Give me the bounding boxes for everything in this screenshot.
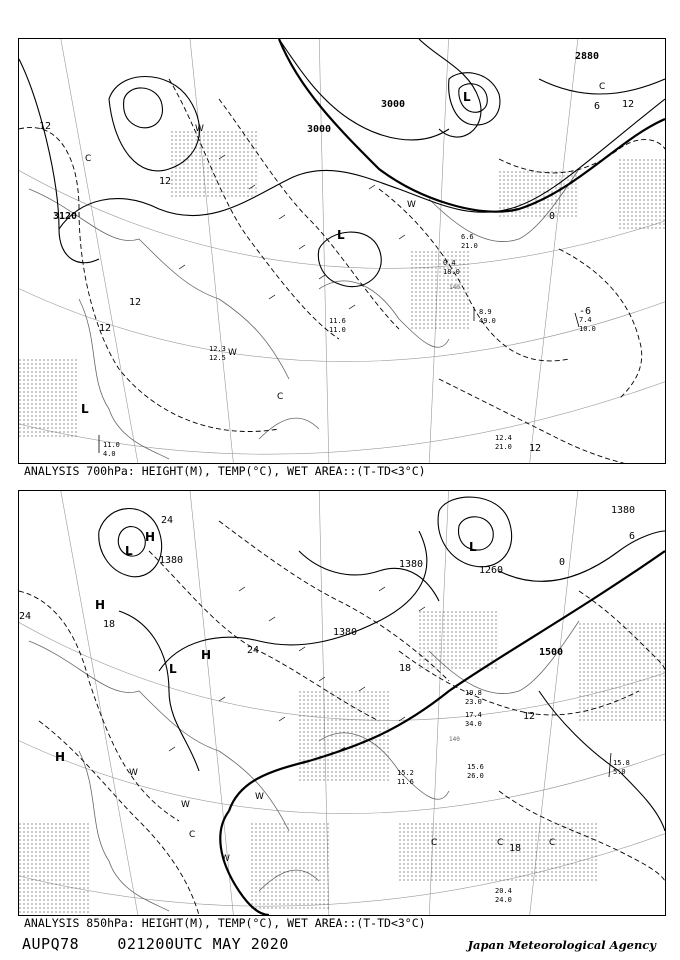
isotherms-700 bbox=[19, 79, 665, 463]
temp-label: 18 bbox=[103, 619, 116, 630]
svg-text:0.4: 0.4 bbox=[443, 259, 456, 267]
station-plot bbox=[329, 317, 346, 334]
high-symbol: H bbox=[95, 598, 106, 612]
temp-label: 0 bbox=[559, 557, 566, 568]
high-symbol: H bbox=[55, 750, 66, 764]
warm-symbol: W bbox=[407, 200, 416, 210]
temp-label: 24 bbox=[19, 611, 32, 622]
svg-text:20.4: 20.4 bbox=[495, 887, 512, 895]
height-labels-850 bbox=[159, 505, 635, 658]
station-plot bbox=[575, 313, 596, 333]
map-850hpa-svg bbox=[19, 491, 665, 915]
low-symbol: L bbox=[463, 90, 471, 104]
temp-label: 12 bbox=[622, 99, 635, 110]
height-label: 1380 bbox=[399, 559, 424, 570]
height-label: 3120 bbox=[53, 211, 78, 222]
temp-label: 12 bbox=[99, 323, 112, 334]
svg-text:12.5: 12.5 bbox=[209, 354, 226, 362]
low-symbol: L bbox=[337, 228, 345, 242]
station-plot bbox=[467, 763, 484, 780]
longitude-label: 140 bbox=[449, 736, 460, 743]
temp-label: 12 bbox=[529, 443, 542, 454]
station-plot bbox=[99, 435, 120, 458]
svg-text:11.0: 11.0 bbox=[329, 326, 346, 334]
caption-850hpa: ANALYSIS 850hPa: HEIGHT(M), TEMP(°C), WET AREA::(T-TD<3°C) bbox=[24, 916, 426, 930]
svg-text:12.4: 12.4 bbox=[495, 434, 512, 442]
height-contours-700 bbox=[19, 39, 665, 287]
low-symbol: L bbox=[169, 662, 177, 676]
cold-symbol: C bbox=[189, 830, 196, 840]
temp-label: 18 bbox=[399, 663, 412, 674]
valid-time: 021200UTC MAY 2020 bbox=[117, 935, 289, 953]
temp-label: 12 bbox=[39, 121, 52, 132]
map-panel-850hpa bbox=[18, 490, 666, 916]
svg-text:10.0: 10.0 bbox=[579, 325, 596, 333]
height-label: 1260 bbox=[479, 565, 504, 576]
svg-text:49.0: 49.0 bbox=[479, 317, 496, 325]
temp-label: 6 bbox=[594, 101, 601, 112]
svg-text:6.6: 6.6 bbox=[461, 233, 474, 241]
cold-symbol: C bbox=[85, 154, 92, 164]
station-plot bbox=[474, 307, 496, 325]
temp-label: 18 bbox=[509, 843, 522, 854]
svg-text:17.4: 17.4 bbox=[465, 711, 482, 719]
low-symbol: L bbox=[469, 540, 477, 554]
svg-text:4.0: 4.0 bbox=[103, 450, 116, 458]
cold-symbol: C bbox=[497, 838, 504, 848]
height-label: 1500 bbox=[539, 647, 564, 658]
svg-text:11.6: 11.6 bbox=[329, 317, 346, 325]
temp-label: 0 bbox=[549, 211, 556, 222]
high-symbol: H bbox=[201, 648, 212, 662]
svg-text:23.0: 23.0 bbox=[465, 698, 482, 706]
station-plot bbox=[609, 753, 630, 777]
warm-symbol: W bbox=[195, 124, 204, 134]
temp-label: 12 bbox=[523, 711, 536, 722]
height-label: 3000 bbox=[307, 124, 332, 135]
temp-label: 12 bbox=[129, 297, 142, 308]
svg-text:24.0: 24.0 bbox=[495, 896, 512, 904]
station-plot bbox=[495, 434, 512, 451]
high-symbol: H bbox=[145, 530, 156, 544]
caption-700hpa: ANALYSIS 700hPa: HEIGHT(M), TEMP(°C), WET AREA::(T-TD<3°C) bbox=[24, 464, 426, 478]
station-plot bbox=[461, 233, 478, 250]
warm-symbol: W bbox=[129, 768, 138, 778]
cold-symbol: C bbox=[431, 838, 438, 848]
svg-text:12.3: 12.3 bbox=[209, 345, 226, 353]
svg-text:8.9: 8.9 bbox=[479, 308, 492, 316]
station-plot bbox=[397, 769, 414, 786]
svg-text:5.0: 5.0 bbox=[613, 768, 626, 776]
station-plot bbox=[209, 345, 226, 362]
warm-symbol: W bbox=[255, 792, 264, 802]
station-plot bbox=[465, 711, 482, 728]
svg-text:15.6: 15.6 bbox=[467, 763, 484, 771]
cold-symbol: C bbox=[549, 838, 556, 848]
warm-symbol: W bbox=[181, 800, 190, 810]
warm-symbol: W bbox=[221, 854, 230, 864]
wet-area-700 bbox=[19, 129, 665, 439]
temp-label: -6 bbox=[579, 306, 592, 317]
agency-name: Japan Meteorological Agency bbox=[467, 938, 656, 952]
cold-symbol: C bbox=[277, 392, 284, 402]
svg-text:11.0: 11.0 bbox=[103, 441, 120, 449]
svg-text:19.8: 19.8 bbox=[465, 689, 482, 697]
svg-text:34.0: 34.0 bbox=[465, 720, 482, 728]
height-label: 2880 bbox=[575, 51, 600, 62]
station-plot bbox=[495, 887, 512, 904]
station-plot bbox=[465, 689, 482, 706]
wet-area-850 bbox=[19, 611, 665, 915]
svg-text:21.0: 21.0 bbox=[495, 443, 512, 451]
svg-text:18.0: 18.0 bbox=[443, 268, 460, 276]
graticule-700 bbox=[19, 39, 665, 463]
map-panel-700hpa bbox=[18, 38, 666, 464]
svg-text:21.0: 21.0 bbox=[461, 242, 478, 250]
temp-labels-700 bbox=[39, 99, 634, 454]
height-contour-thick-700 bbox=[279, 39, 665, 212]
height-label: 1380 bbox=[611, 505, 636, 516]
height-label: 1380 bbox=[333, 627, 358, 638]
chart-identifier bbox=[22, 935, 289, 953]
temp-label: 24 bbox=[161, 515, 174, 526]
temp-label: 12 bbox=[159, 176, 172, 187]
svg-text:26.0: 26.0 bbox=[467, 772, 484, 780]
cold-symbol: C bbox=[599, 82, 606, 92]
svg-text:7.4: 7.4 bbox=[579, 316, 592, 324]
longitude-label: 140 bbox=[449, 284, 460, 291]
temp-label: 24 bbox=[247, 645, 260, 656]
chart-id: AUPQ78 bbox=[22, 935, 80, 953]
svg-text:15.8: 15.8 bbox=[613, 759, 630, 767]
height-label: 1380 bbox=[159, 555, 184, 566]
warm-symbol: W bbox=[228, 348, 237, 358]
low-symbol: L bbox=[125, 544, 133, 558]
map-700hpa-svg bbox=[19, 39, 665, 463]
svg-text:15.2: 15.2 bbox=[397, 769, 414, 777]
temp-label: 6 bbox=[629, 531, 636, 542]
svg-text:11.6: 11.6 bbox=[397, 778, 414, 786]
height-label: 3000 bbox=[381, 99, 406, 110]
low-symbol: L bbox=[81, 402, 89, 416]
